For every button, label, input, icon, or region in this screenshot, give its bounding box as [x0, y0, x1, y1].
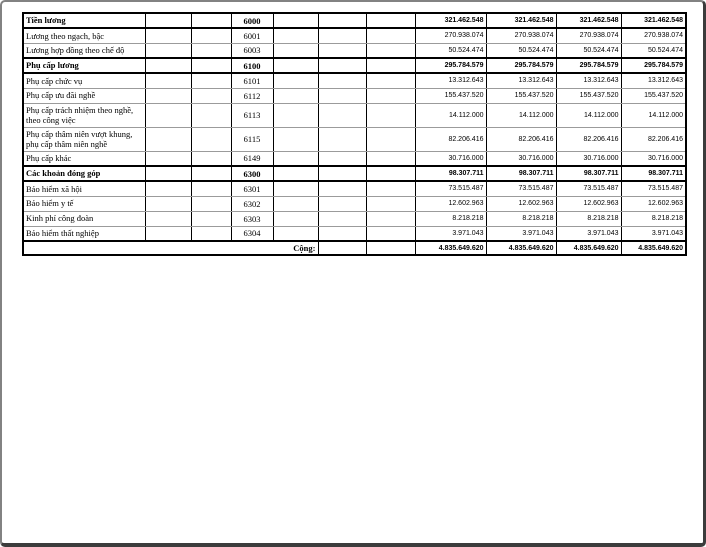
value-cell: 270.938.074 — [486, 28, 556, 43]
row-label: Kinh phí công đoàn — [23, 211, 145, 226]
value-cell: 50.524.474 — [621, 43, 686, 58]
empty-cell — [273, 28, 318, 43]
empty-cell — [366, 43, 415, 58]
table-row — [23, 226, 686, 241]
row-label: Các khoản đóng góp — [23, 166, 145, 181]
row-label: Phụ cấp khác — [23, 151, 145, 166]
row-code: 6301 — [231, 181, 273, 196]
value-cell: 3.971.043 — [486, 226, 556, 241]
empty-cell — [273, 196, 318, 211]
value-cell: 8.218.218 — [486, 211, 556, 226]
value-cell: 270.938.074 — [556, 28, 621, 43]
empty-cell — [366, 103, 415, 127]
empty-cell — [145, 103, 191, 127]
value-cell: 155.437.520 — [556, 88, 621, 103]
value-cell: 14.112.000 — [621, 103, 686, 127]
value-cell: 13.312.643 — [556, 73, 621, 88]
total-value-cell: 4.835.649.620 — [486, 241, 556, 255]
value-cell: 12.602.963 — [486, 196, 556, 211]
empty-cell — [318, 127, 366, 151]
empty-cell — [191, 58, 231, 73]
value-cell: 98.307.711 — [486, 166, 556, 181]
value-cell: 321.462.548 — [415, 13, 486, 28]
empty-cell — [366, 241, 415, 255]
empty-cell — [191, 181, 231, 196]
empty-cell — [145, 226, 191, 241]
row-code: 6303 — [231, 211, 273, 226]
empty-cell — [318, 58, 366, 73]
empty-cell — [366, 58, 415, 73]
empty-cell — [191, 211, 231, 226]
row-code: 6304 — [231, 226, 273, 241]
empty-cell — [191, 73, 231, 88]
value-cell: 82.206.416 — [415, 127, 486, 151]
row-label: Phụ cấp lương — [23, 58, 145, 73]
empty-cell — [191, 43, 231, 58]
empty-cell — [273, 151, 318, 166]
empty-cell — [318, 28, 366, 43]
value-cell: 14.112.000 — [415, 103, 486, 127]
table-row — [23, 151, 686, 166]
empty-cell — [318, 166, 366, 181]
value-cell: 73.515.487 — [621, 181, 686, 196]
value-cell: 82.206.416 — [621, 127, 686, 151]
row-label: Tiền lương — [23, 13, 145, 28]
empty-cell — [191, 88, 231, 103]
value-cell: 50.524.474 — [415, 43, 486, 58]
empty-cell — [318, 211, 366, 226]
empty-cell — [318, 226, 366, 241]
empty-cell — [145, 43, 191, 58]
table-row — [23, 127, 686, 151]
budget-table-footer — [23, 241, 686, 255]
value-cell: 12.602.963 — [415, 196, 486, 211]
value-cell: 270.938.074 — [415, 28, 486, 43]
empty-cell — [273, 13, 318, 28]
row-code: 6302 — [231, 196, 273, 211]
table-row — [23, 58, 686, 73]
budget-table — [22, 12, 687, 256]
empty-cell — [191, 103, 231, 127]
empty-cell — [145, 211, 191, 226]
empty-cell — [318, 13, 366, 28]
empty-cell — [318, 241, 366, 255]
total-value-cell: 4.835.649.620 — [556, 241, 621, 255]
row-code: 6001 — [231, 28, 273, 43]
value-cell: 8.218.218 — [621, 211, 686, 226]
value-cell: 73.515.487 — [486, 181, 556, 196]
empty-cell — [366, 73, 415, 88]
empty-cell — [318, 43, 366, 58]
value-cell: 30.716.000 — [486, 151, 556, 166]
empty-cell — [145, 166, 191, 181]
row-code: 6112 — [231, 88, 273, 103]
value-cell: 73.515.487 — [415, 181, 486, 196]
value-cell: 82.206.416 — [486, 127, 556, 151]
empty-cell — [366, 166, 415, 181]
value-cell: 3.971.043 — [415, 226, 486, 241]
row-code: 6115 — [231, 127, 273, 151]
table-row — [23, 211, 686, 226]
empty-cell — [366, 151, 415, 166]
value-cell: 73.515.487 — [556, 181, 621, 196]
empty-cell — [191, 166, 231, 181]
empty-cell — [318, 73, 366, 88]
empty-cell — [145, 88, 191, 103]
empty-cell — [273, 73, 318, 88]
budget-table-body — [23, 13, 686, 241]
empty-cell — [366, 13, 415, 28]
value-cell: 295.784.579 — [415, 58, 486, 73]
empty-cell — [366, 127, 415, 151]
empty-cell — [273, 226, 318, 241]
value-cell: 13.312.643 — [415, 73, 486, 88]
empty-cell — [366, 28, 415, 43]
row-label: Lương hợp đồng theo chế độ — [23, 43, 145, 58]
empty-cell — [273, 181, 318, 196]
empty-cell — [145, 127, 191, 151]
row-label: Phụ cấp ưu đãi nghề — [23, 88, 145, 103]
empty-cell — [273, 166, 318, 181]
empty-cell — [191, 13, 231, 28]
value-cell: 155.437.520 — [621, 88, 686, 103]
table-row — [23, 166, 686, 181]
row-label: Bảo hiểm xã hội — [23, 181, 145, 196]
row-code: 6149 — [231, 151, 273, 166]
value-cell: 30.716.000 — [556, 151, 621, 166]
table-row — [23, 88, 686, 103]
empty-cell — [191, 196, 231, 211]
row-label: Phụ cấp trách nhiệm theo nghề, theo công việc — [23, 103, 145, 127]
value-cell: 30.716.000 — [621, 151, 686, 166]
row-code: 6100 — [231, 58, 273, 73]
empty-cell — [366, 196, 415, 211]
empty-cell — [273, 88, 318, 103]
value-cell: 13.312.643 — [486, 73, 556, 88]
value-cell: 155.437.520 — [415, 88, 486, 103]
value-cell: 98.307.711 — [556, 166, 621, 181]
empty-cell — [366, 211, 415, 226]
value-cell: 12.602.963 — [621, 196, 686, 211]
table-row — [23, 28, 686, 43]
empty-cell — [318, 151, 366, 166]
empty-cell — [191, 127, 231, 151]
value-cell: 14.112.000 — [486, 103, 556, 127]
empty-cell — [273, 127, 318, 151]
value-cell: 8.218.218 — [556, 211, 621, 226]
value-cell: 155.437.520 — [486, 88, 556, 103]
table-row — [23, 181, 686, 196]
total-value-cell: 4.835.649.620 — [621, 241, 686, 255]
empty-cell — [318, 103, 366, 127]
empty-cell — [273, 43, 318, 58]
value-cell: 50.524.474 — [556, 43, 621, 58]
value-cell: 3.971.043 — [556, 226, 621, 241]
empty-cell — [273, 58, 318, 73]
value-cell: 13.312.643 — [621, 73, 686, 88]
value-cell: 270.938.074 — [621, 28, 686, 43]
total-label: Cộng: — [23, 241, 318, 255]
empty-cell — [145, 13, 191, 28]
empty-cell — [273, 103, 318, 127]
empty-cell — [273, 211, 318, 226]
empty-cell — [145, 28, 191, 43]
table-row — [23, 103, 686, 127]
row-label: Phụ cấp chức vụ — [23, 73, 145, 88]
value-cell: 321.462.548 — [621, 13, 686, 28]
row-code: 6000 — [231, 13, 273, 28]
row-code: 6003 — [231, 43, 273, 58]
empty-cell — [191, 151, 231, 166]
row-code: 6101 — [231, 73, 273, 88]
value-cell: 30.716.000 — [415, 151, 486, 166]
value-cell: 3.971.043 — [621, 226, 686, 241]
empty-cell — [145, 58, 191, 73]
empty-cell — [366, 226, 415, 241]
empty-cell — [366, 88, 415, 103]
value-cell: 98.307.711 — [415, 166, 486, 181]
table-row — [23, 196, 686, 211]
row-label: Bảo hiểm y tế — [23, 196, 145, 211]
empty-cell — [145, 181, 191, 196]
row-label: Lương theo ngạch, bậc — [23, 28, 145, 43]
value-cell: 98.307.711 — [621, 166, 686, 181]
table-row — [23, 43, 686, 58]
value-cell: 321.462.548 — [556, 13, 621, 28]
value-cell: 8.218.218 — [415, 211, 486, 226]
empty-cell — [191, 28, 231, 43]
value-cell: 295.784.579 — [556, 58, 621, 73]
total-value-cell: 4.835.649.620 — [415, 241, 486, 255]
value-cell: 321.462.548 — [486, 13, 556, 28]
total-row — [23, 241, 686, 255]
value-cell: 295.784.579 — [486, 58, 556, 73]
row-code: 6113 — [231, 103, 273, 127]
table-row — [23, 73, 686, 88]
empty-cell — [366, 181, 415, 196]
empty-cell — [145, 73, 191, 88]
empty-cell — [318, 88, 366, 103]
value-cell: 50.524.474 — [486, 43, 556, 58]
empty-cell — [318, 181, 366, 196]
value-cell: 295.784.579 — [621, 58, 686, 73]
empty-cell — [318, 196, 366, 211]
empty-cell — [145, 151, 191, 166]
row-label: Bảo hiểm thất nghiệp — [23, 226, 145, 241]
empty-cell — [191, 226, 231, 241]
value-cell: 82.206.416 — [556, 127, 621, 151]
empty-cell — [145, 196, 191, 211]
row-code: 6300 — [231, 166, 273, 181]
row-label: Phụ cấp thâm niên vượt khung, phụ cấp thâm niên nghề — [23, 127, 145, 151]
table-row — [23, 13, 686, 28]
value-cell: 14.112.000 — [556, 103, 621, 127]
value-cell: 12.602.963 — [556, 196, 621, 211]
